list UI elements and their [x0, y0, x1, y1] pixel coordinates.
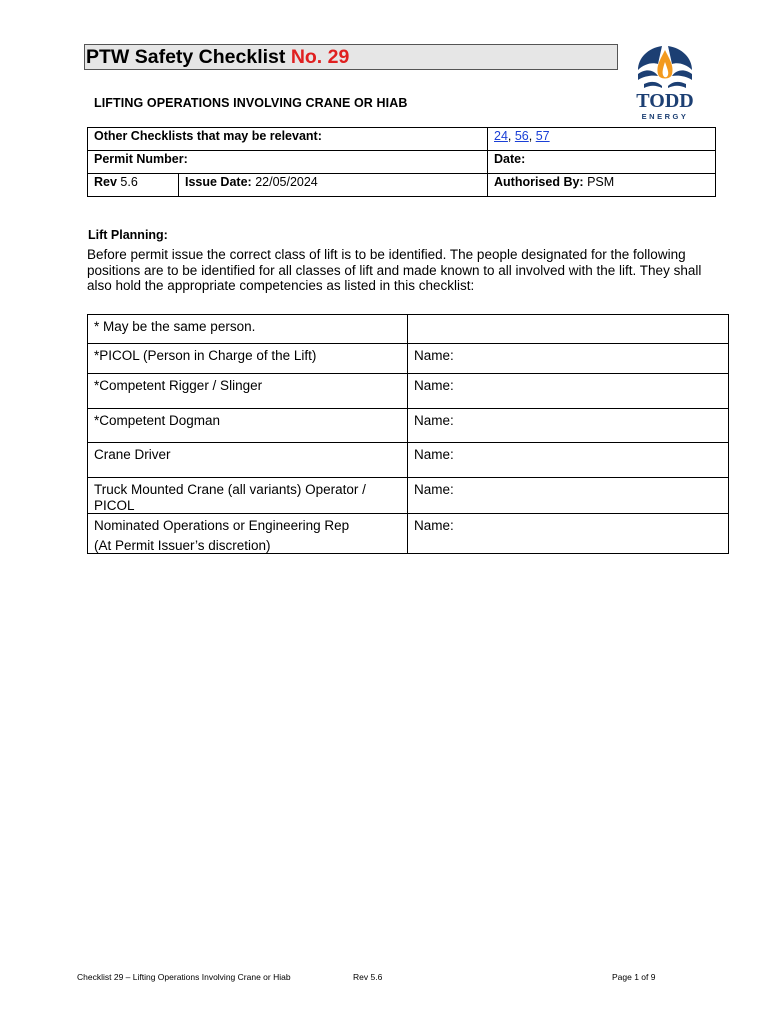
checklist-link-57[interactable]: 57: [535, 129, 550, 143]
rev-label: Rev: [94, 175, 117, 189]
page-title: [86, 45, 349, 69]
other-checklists-label: Other Checklists that may be relevant:: [88, 128, 488, 151]
footer-page-number: Page 1 of 9: [612, 972, 656, 982]
table-row: [88, 514, 729, 554]
link-separator: ,: [528, 129, 536, 143]
issue-date-cell: [179, 174, 488, 197]
title-prefix: PTW Safety Checklist: [86, 46, 291, 68]
checklist-link-56[interactable]: 56: [514, 129, 529, 143]
related-checklists-cell: [488, 128, 716, 151]
roles-table: [87, 314, 729, 554]
table-row: [88, 315, 729, 344]
role-picol: *PICOL (Person in Charge of the Lift): [88, 344, 408, 374]
checklist-subtitle: LIFTING OPERATIONS INVOLVING CRANE OR HIAB: [94, 96, 408, 110]
name-field-crane-driver[interactable]: Name:: [408, 443, 729, 478]
role-truck-crane-operator: Truck Mounted Crane (all variants) Operator / PICOL: [88, 478, 408, 514]
footer-document-title: Checklist 29 – Lifting Operations Involving Crane or Hiab: [77, 972, 291, 982]
footer-revision: Rev 5.6: [353, 972, 383, 982]
table-row: [88, 443, 729, 478]
table-row: [88, 128, 716, 151]
table-row: [88, 174, 716, 197]
table-row: [88, 374, 729, 409]
role-crane-driver: Crane Driver: [88, 443, 408, 478]
checklist-info-table: [87, 127, 716, 197]
role-operations-rep-note: (At Permit Issuer’s discretion): [94, 537, 271, 553]
role-rigger: *Competent Rigger / Slinger: [88, 374, 408, 409]
permit-number-label: Permit Number:: [88, 151, 488, 174]
logo-text: TODD: [636, 90, 694, 112]
date-label: Date:: [488, 151, 716, 174]
role-operations-rep: [88, 514, 408, 554]
name-field-operations-rep[interactable]: Name:: [408, 514, 729, 554]
table-row: [88, 151, 716, 174]
name-field-picol[interactable]: Name:: [408, 344, 729, 374]
table-row: [88, 409, 729, 443]
rev-value: 5.6: [120, 175, 138, 189]
empty-cell: [408, 315, 729, 344]
name-field-truck-crane-operator[interactable]: Name:: [408, 478, 729, 514]
issue-date-value: 22/05/2024: [255, 175, 318, 189]
name-field-rigger[interactable]: Name:: [408, 374, 729, 409]
authorised-by-label: Authorised By:: [494, 175, 584, 189]
authorised-by-cell: [488, 174, 716, 197]
table-row: [88, 478, 729, 514]
issue-date-label: Issue Date:: [185, 175, 252, 189]
link-separator: ,: [507, 129, 515, 143]
checklist-link-24[interactable]: 24: [494, 129, 508, 143]
authorised-by-value: PSM: [587, 175, 615, 189]
lift-planning-heading: Lift Planning:: [88, 228, 168, 242]
role-dogman: *Competent Dogman: [88, 409, 408, 443]
checklist-number: No. 29: [290, 46, 350, 68]
rev-cell: [88, 174, 179, 197]
todd-energy-logo: [624, 42, 706, 124]
lift-planning-paragraph: Before permit issue the correct class of lift is to be identified. The people designated for the following positions are to be identified for all classes of lift and made known to all involved with the lift. They shall also hold the appropriate competencies as listed in this checklist:: [87, 247, 702, 293]
logo-subtext: ENERGY: [641, 112, 689, 121]
name-field-dogman[interactable]: Name:: [408, 409, 729, 443]
flame-wave-logo-icon: [638, 46, 692, 88]
table-row: [88, 344, 729, 374]
same-person-note: * May be the same person.: [88, 315, 408, 344]
role-operations-rep-label: Nominated Operations or Engineering Rep: [94, 518, 350, 533]
